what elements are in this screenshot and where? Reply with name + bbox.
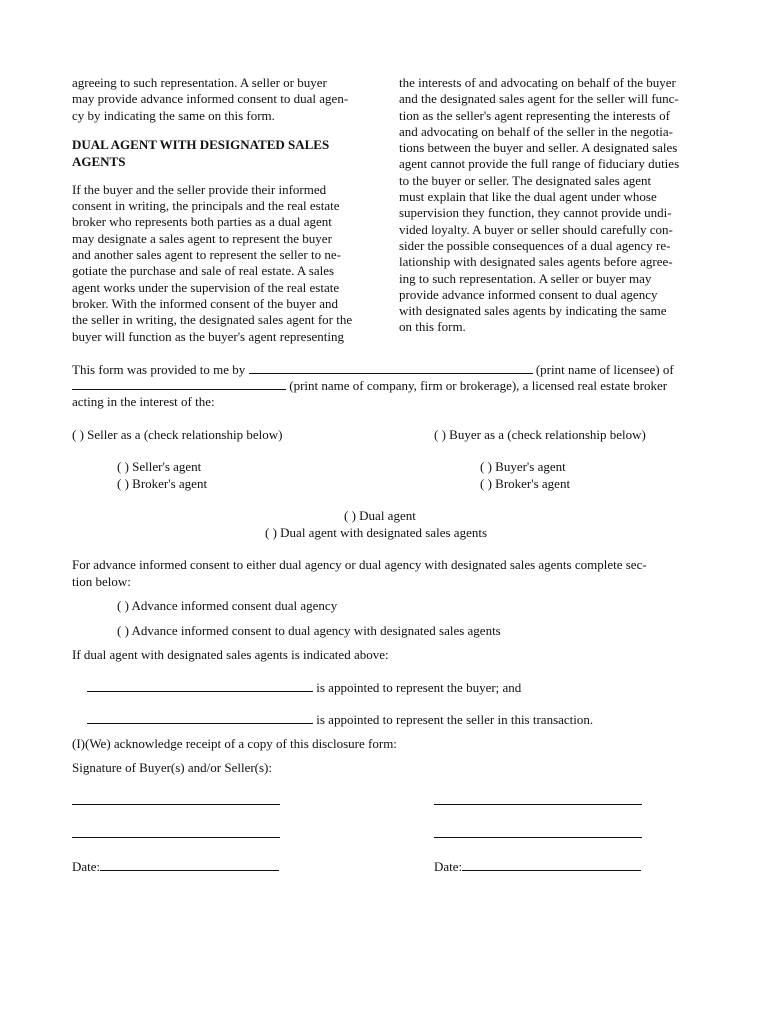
licensee-label: (print name of licensee) of: [535, 362, 674, 377]
left-para-line: gotiate the purchase and sale of real estate. A sales: [72, 263, 335, 279]
left-para-line: agent works under the supervision of the real estate: [72, 279, 340, 295]
right-para-line: agent cannot provide the full range of fiduciary duties: [399, 156, 680, 172]
signature-label: Signature of Buyer(s) and/or Seller(s):: [72, 760, 273, 775]
left-para-line: If the buyer and the seller provide their informed: [72, 181, 327, 197]
date-field-left[interactable]: [100, 858, 279, 871]
buyer-as-checkbox[interactable]: ( ) Buyer as a (check relationship below): [434, 427, 646, 442]
left-para-line: agreeing to such representation. A seller or buyer: [72, 75, 327, 90]
left-para-line: may provide advance informed consent to dual agen-: [72, 91, 349, 107]
left-para-line: cy by indicating the same on this form.: [72, 107, 275, 123]
date-label-right: Date:: [434, 859, 463, 874]
appointed-seller-line: [87, 711, 593, 728]
right-para-line: to the buyer or seller. The designated sales agent: [399, 172, 652, 188]
consent-dual-agency-checkbox[interactable]: ( ) Advance informed consent dual agency: [117, 598, 338, 613]
consent-intro-line: For advance informed consent to either dual agency or dual agency with designated sales agents complete sec-: [72, 557, 647, 572]
left-para-line: broker. With the informed consent of the buyer and: [72, 295, 339, 311]
left-para-line: the seller in writing, the designated sales agent for the: [72, 312, 353, 328]
company-label: (print name of company, firm or brokerage), a licensed real estate broker: [289, 378, 668, 393]
signature-line-left-1[interactable]: [72, 804, 280, 805]
right-para-line: supervision they function, they cannot provide undi-: [399, 205, 672, 221]
date-field-right[interactable]: [462, 858, 641, 871]
right-para-line: sider the possible consequences of a dual agency re-: [399, 237, 671, 253]
signature-line-right-2[interactable]: [434, 837, 642, 838]
acknowledge-line: (I)(We) acknowledge receipt of a copy of this disclosure form:: [72, 736, 397, 751]
consent-designated-checkbox[interactable]: ( ) Advance informed consent to dual agency with designated sales agents: [117, 623, 501, 638]
left-para-line: buyer will function as the buyer's agent representing: [72, 328, 345, 344]
right-para-line: and advocating on behalf of the seller in the negotia-: [399, 123, 673, 139]
section-heading: [72, 136, 376, 170]
seller-as-checkbox[interactable]: ( ) Seller as a (check relationship below): [72, 427, 283, 442]
right-para-line: lationship with designated sales agents before agree-: [399, 254, 673, 270]
appointed-seller-label: is appointed to represent the seller in this transaction.: [316, 712, 594, 727]
dual-agent-checkbox[interactable]: ( ) Dual agent: [344, 508, 416, 523]
company-line: [72, 377, 667, 394]
date-right: [434, 858, 641, 875]
left-para-line: and another sales agent to represent the seller to ne-: [72, 247, 341, 263]
provided-by-line: [72, 361, 674, 378]
date-label-left: Date:: [72, 859, 101, 874]
acting-interest-line: acting in the interest of the:: [72, 394, 215, 409]
left-para-line: may designate a sales agent to represent the buyer: [72, 230, 332, 246]
left-para-line: consent in writing, the principals and the real estate: [72, 198, 340, 214]
if-indicated-line: If dual agent with designated sales agents is indicated above:: [72, 647, 389, 662]
right-para-line: provide advance informed consent to dual agency: [399, 286, 658, 302]
right-column: [399, 75, 701, 336]
right-para-line: tion as the seller's agent representing the interests of: [399, 107, 670, 123]
left-column: [72, 75, 376, 345]
right-para-line: with designated sales agents by indicating the same: [399, 303, 667, 319]
right-para-line: the interests of and advocating on behalf of the buyer: [399, 75, 676, 90]
signature-line-right-1[interactable]: [434, 804, 642, 805]
seller-brokers-agent-checkbox[interactable]: ( ) Broker's agent: [117, 476, 208, 491]
right-para-line: must explain that like the dual agent under whose: [399, 189, 657, 205]
licensee-name-field[interactable]: [249, 361, 533, 374]
buyer-brokers-agent-checkbox[interactable]: ( ) Broker's agent: [480, 476, 571, 491]
appointed-buyer-label: is appointed to represent the buyer; and: [316, 680, 522, 695]
buyers-agent-checkbox[interactable]: ( ) Buyer's agent: [480, 459, 566, 474]
left-para-line: broker who represents both parties as a dual agent: [72, 214, 332, 230]
right-para-line: tions between the buyer and seller. A designated sales: [399, 140, 678, 156]
date-left: [72, 858, 279, 875]
heading-line: AGENTS: [72, 153, 126, 169]
company-name-field[interactable]: [72, 377, 286, 390]
signature-line-left-2[interactable]: [72, 837, 280, 838]
dual-agent-designated-checkbox[interactable]: ( ) Dual agent with designated sales agents: [265, 525, 488, 540]
heading-line: DUAL AGENT WITH DESIGNATED SALES: [72, 136, 330, 152]
right-para-line: vided loyalty. A buyer or seller should carefully con-: [399, 221, 673, 237]
right-para-line: ing to such representation. A seller or buyer may: [399, 270, 652, 286]
buyer-agent-name-field[interactable]: [87, 679, 313, 692]
right-para-line: and the designated sales agent for the seller will func-: [399, 91, 679, 107]
consent-intro-line: tion below:: [72, 574, 131, 589]
appointed-buyer-line: [87, 679, 521, 696]
right-para-line: on this form.: [399, 319, 466, 335]
provided-by-prefix: This form was provided to me by: [72, 362, 246, 377]
seller-agent-name-field[interactable]: [87, 711, 313, 724]
sellers-agent-checkbox[interactable]: ( ) Seller's agent: [117, 459, 202, 474]
